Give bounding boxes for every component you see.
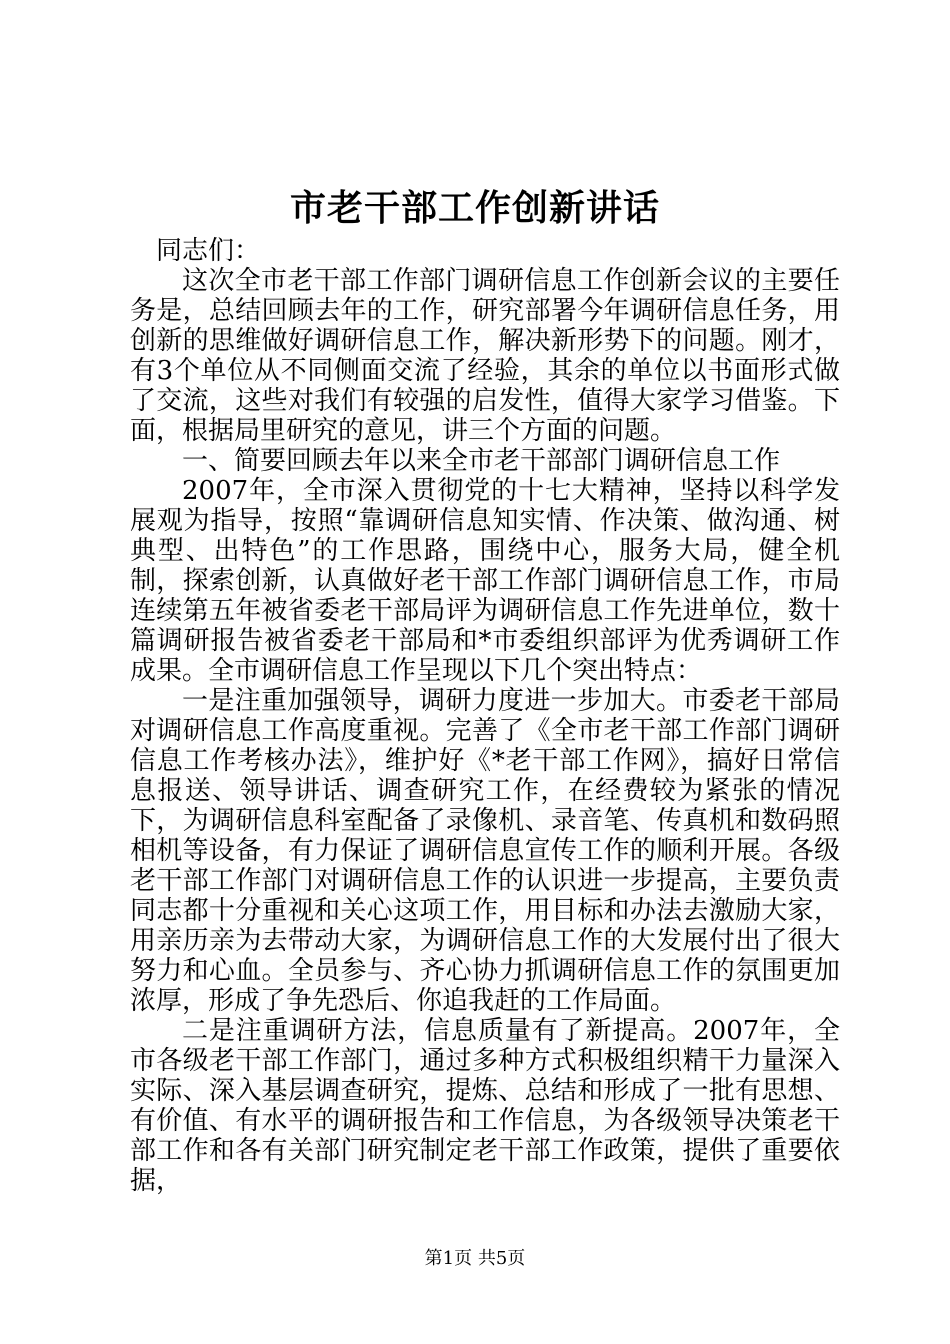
- section-heading-1: 一、简要回顾去年以来全市老干部部门调研信息工作: [182, 446, 781, 476]
- paragraph-intro: 这次全市老干部工作部门调研信息工作创新会议的主要任务是，总结回顾去年的工作，研究部署今年调研信息任务，用创新的思维做好调研信息工作，解决新形势下的问题。刚才，有3个单位从不同侧面交流了经验，其余的单位以书面形式做了交流，这些对我们有较强的启发性，值得大家学习借鉴。下面，根据局里研究的意见，讲三个方面的问题。: [130, 266, 840, 446]
- paragraph-point-1: 一是注重加强领导，调研力度进一步加大。市委老干部局对调研信息工作高度重视。完善了《全市老干部工作部门调研信息工作考核办法》，维护好《*老干部工作网》，搞好日常信息报送、领导讲话、调查研究工作，在经费较为紧张的情况下，为调研信息科室配备了录像机、录音笔、传真机和数码照相机等设备，有力保证了调研信息宣传工作的顺利开展。各级老干部工作部门对调研信息工作的认识进一步提高，主要负责同志都十分重视和关心这项工作，用目标和办法去激励大家，用亲历亲为去带动大家，为调研信息工作的大发展付出了很大努力和心血。全员参与、齐心协力抓调研信息工作的氛围更加浓厚，形成了争先恐后、你追我赶的工作局面。: [130, 686, 840, 1016]
- salutation: 同志们：: [156, 236, 261, 266]
- page-footer: 第1页 共5页: [424, 1248, 526, 1269]
- document-title: 市老干部工作创新讲话: [289, 187, 660, 229]
- paragraph-overview: 2007年，全市深入贯彻党的十七大精神，坚持以科学发展观为指导，按照“靠调研信息知实情、作决策、做沟通、树典型、出特色”的工作思路，围绕中心，服务大局，健全机制，探索创新，认真做好老干部工作部门调研信息工作，市局连续第五年被省委老干部局评为调研信息工作先进单位，数十篇调研报告被省委老干部局和*市委组织部评为优秀调研工作成果。全市调研信息工作呈现以下几个突出特点：: [130, 476, 840, 686]
- paragraph-point-2: 二是注重调研方法，信息质量有了新提高。2007年，全市各级老干部工作部门，通过多种方式积极组织精干力量深入实际、深入基层调查研究，提炼、总结和形成了一批有思想、有价值、有水平的调研报告和工作信息，为各级领导决策老干部工作和各有关部门研究制定老干部工作政策，提供了重要依据，: [130, 1016, 840, 1196]
- document-body: [130, 236, 840, 1196]
